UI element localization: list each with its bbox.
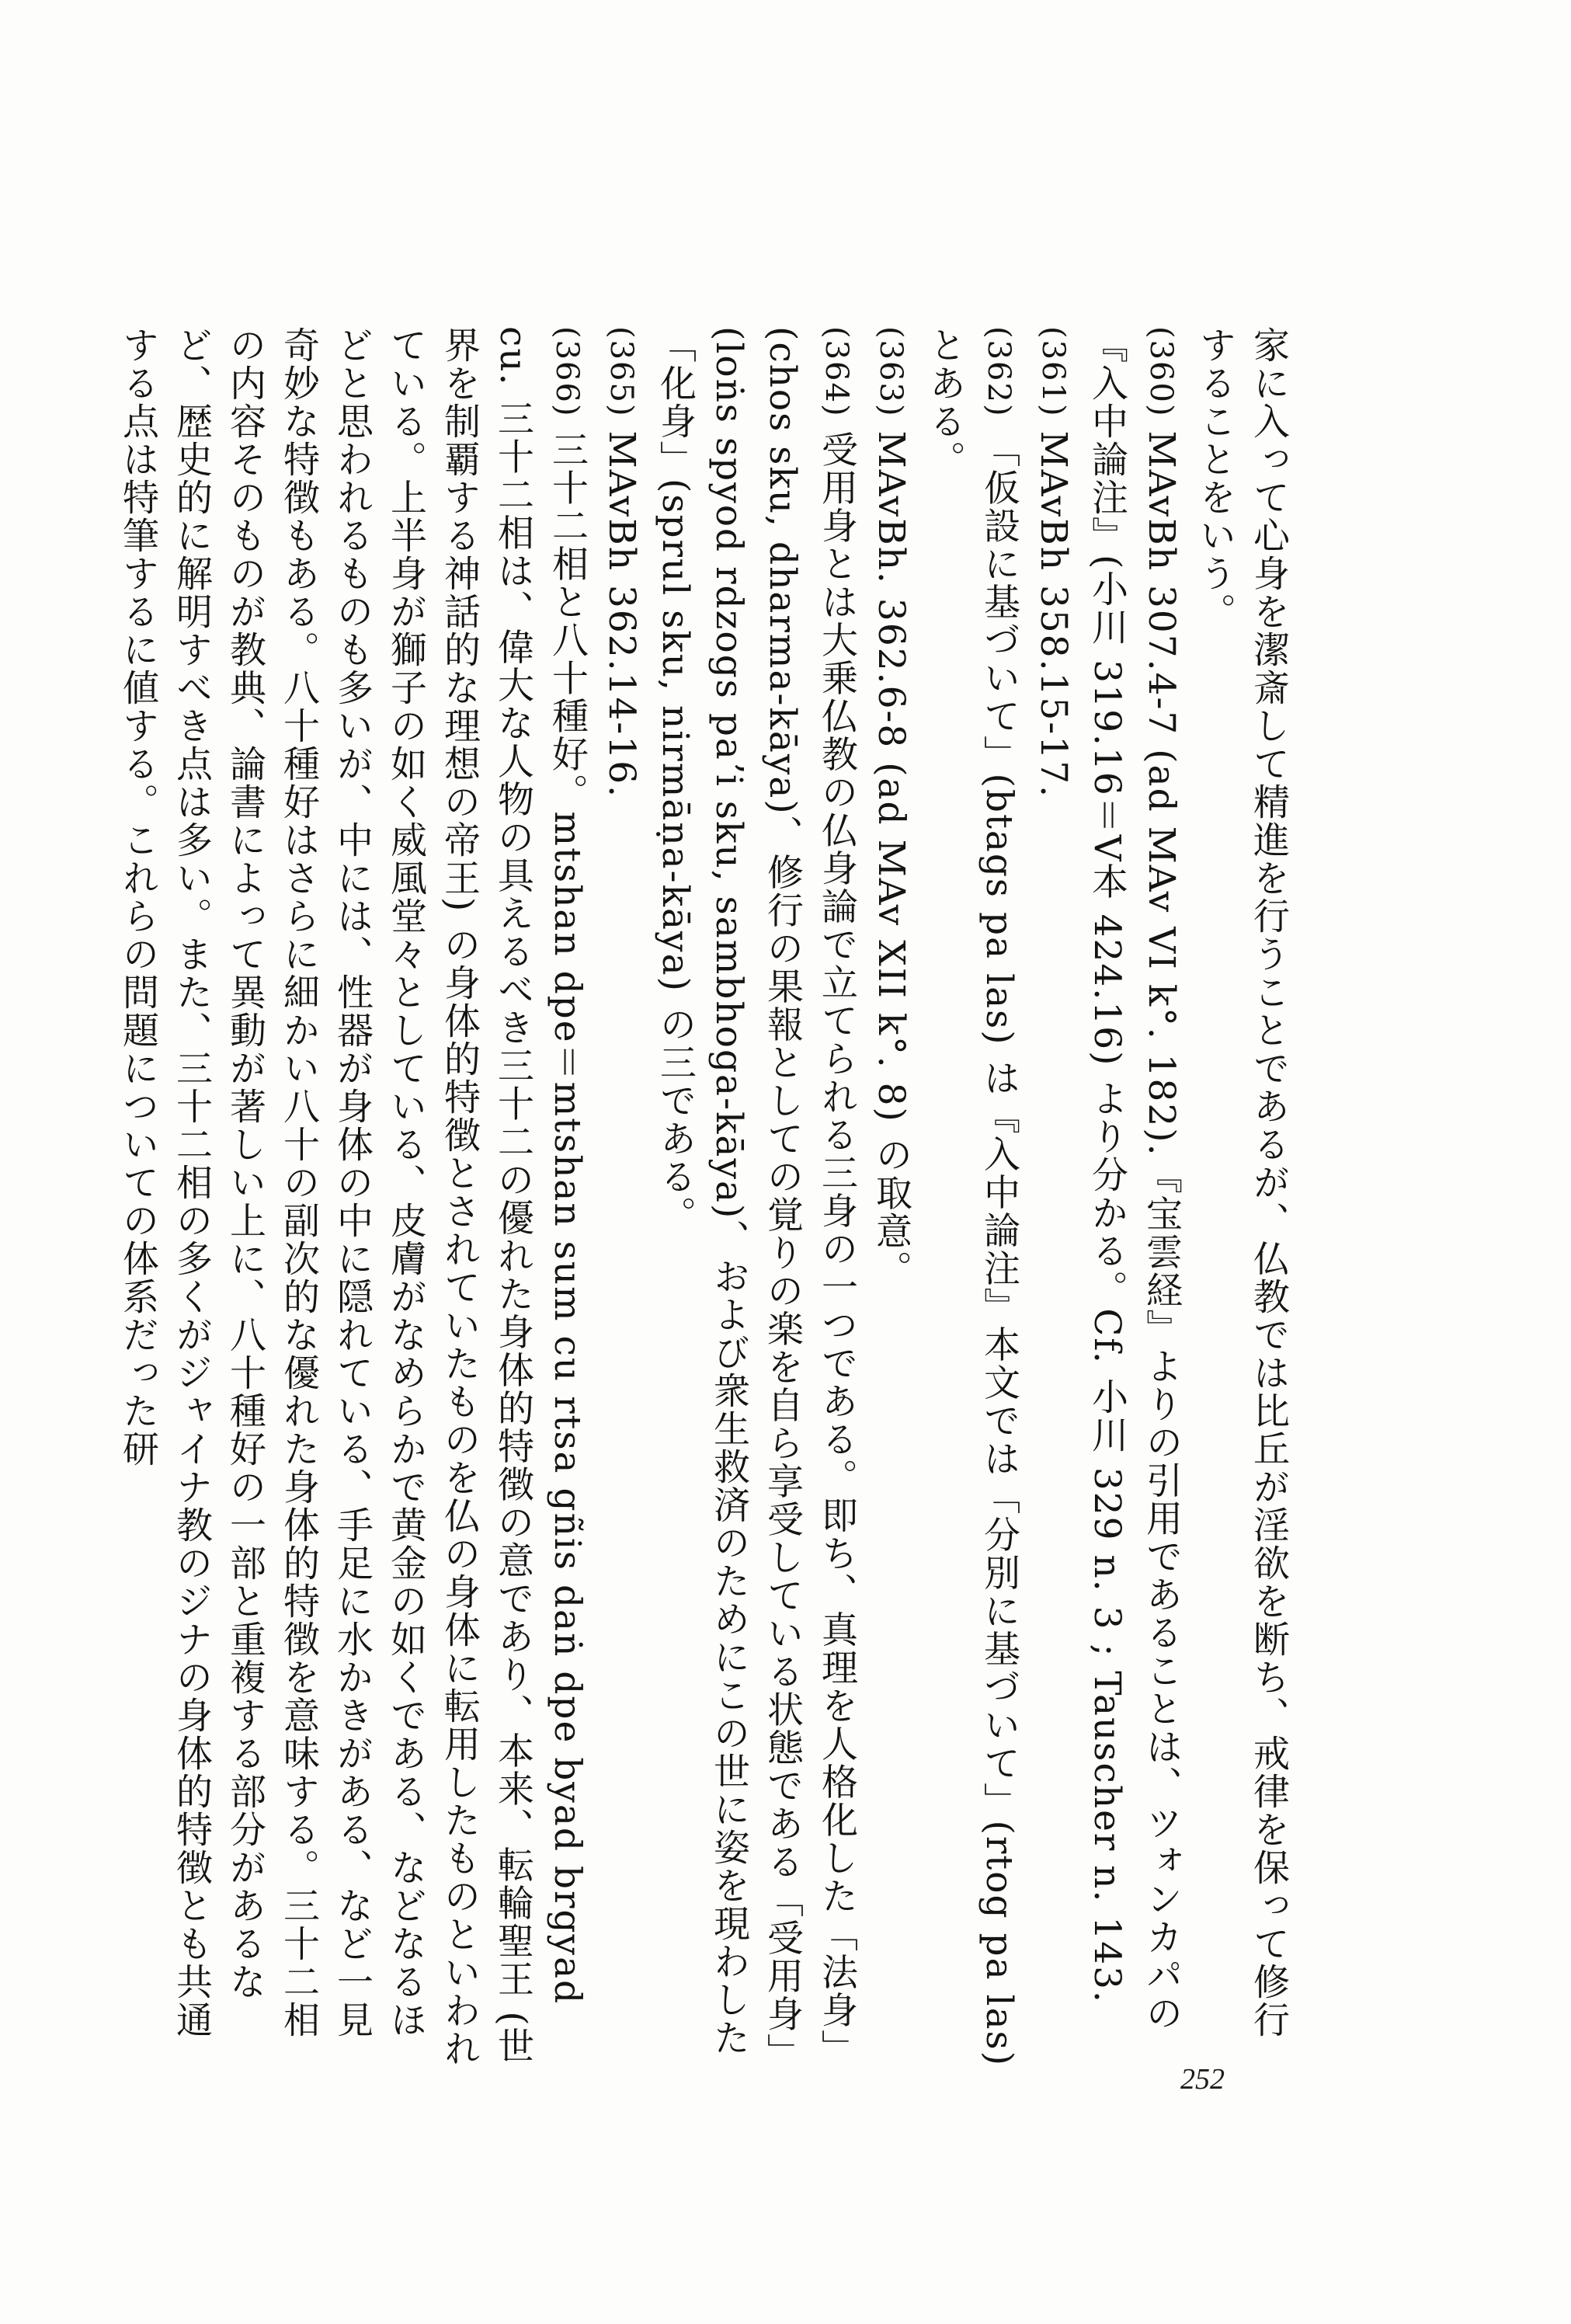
footnote-361 xyxy=(1026,326,1080,2074)
note-text: MAvBh. 362.6-8 (ad MAv XII k°. 8) の取意。 xyxy=(870,430,912,1289)
note-text: MAvBh 358.15-17. xyxy=(1032,430,1075,799)
note-text: MAvBh 307.4-7 (ad MAv VI k°. 182).『宝雲経』よりの引用であることは、ツォンカパの『入中論注』(小川 319.16＝V本 424.16) より分かる。Cf. 小川 329 n. 3 ; Tauscher n. 143. xyxy=(1086,326,1183,2033)
note-text: 受用身とは大乗仏教の仏身論で立てられる三身の一つである。即ち、真理を人格化した「法身」(chos sku, dharma-kāya)、修行の果報としての覚りの楽を自ら享受している状態である「受用身」(loṅs spyod rdzogs paʼi sku, sambhoga-kāya)、および衆生救済のためにこの世に姿を現わした「化身」(sprul sku, nirmāṇa-kāya) の三である。 xyxy=(654,326,858,2072)
page-number: 252 xyxy=(1180,2063,1225,2096)
footnote-number: (365) xyxy=(603,326,639,418)
note-text: 「仮設に基づいて」(btags pa las) は『入中論注』本文では「分別に基づいて」(rtog pa las) とある。 xyxy=(923,326,1020,2068)
note-continuation xyxy=(1188,326,1295,2074)
footnotes-text-block xyxy=(116,326,1295,2074)
footnote-363 xyxy=(864,326,918,2074)
note-text: MAvBh 362.14-16. xyxy=(600,430,643,799)
footnote-364 xyxy=(648,326,864,2074)
footnote-365 xyxy=(594,326,648,2074)
footnote-number: (363) xyxy=(873,326,909,418)
footnote-360 xyxy=(1080,326,1188,2074)
footnote-362 xyxy=(918,326,1026,2074)
footnote-number: (364) xyxy=(819,326,854,418)
footnote-number: (366) xyxy=(549,326,585,418)
footnote-number: (362) xyxy=(981,326,1017,418)
note-text: 家に入って心身を潔斎して精進を行うことであるが、仏教では比丘が淫欲を断ち、戒律を保って修行することをいう。 xyxy=(1194,326,1290,2039)
note-text: 三十二相と八十種好。mtshan dpe＝mtshan sum cu rtsa gñis daṅ dpe byad brgyad cu. 三十二相は、偉大な人物の具えるべき三十二の優れた身体的特徴の意であり、本来、転輪聖王 (世界を制覇する神話的な理想の帝王) の身体的特徴とされていたものを仏の身体に転用したものといわれている。上半身が獅子の如く威風堂々としている、皮膚がなめらかで黄金の如くである、などなるほどと思われるものも多いが、中には、性器が身体の中に隠れている、手足に水かきがある、など一見奇妙な特徴もある。八十種好はさらに細かい八十の副次的な優れた身体的特徴を意味する。三十二相の内容そのものが教典、論書によって異動が著しい上に、八十種好の一部と重複する部分があるなど、歴史的に解明すべき点は多い。また、三十二相の多くがジャイナ教のジナの身体的特徴とも共通する点は特筆するに値する。これらの問題についての体系だった研 xyxy=(116,326,589,2068)
footnote-number: (360) xyxy=(1143,326,1179,418)
footnote-366 xyxy=(111,326,594,2074)
footnote-number: (361) xyxy=(1035,326,1071,418)
